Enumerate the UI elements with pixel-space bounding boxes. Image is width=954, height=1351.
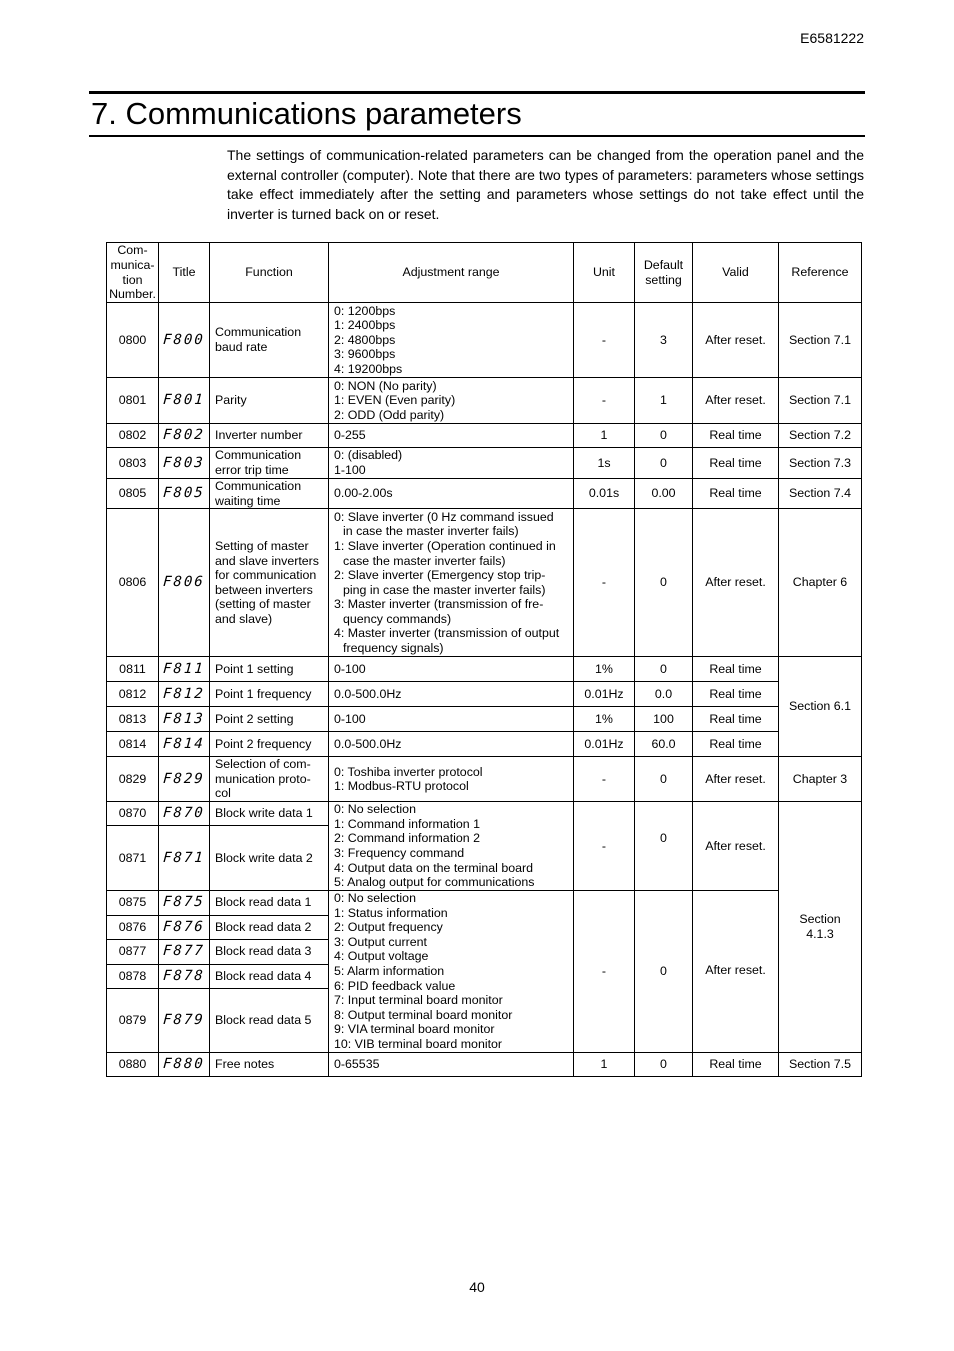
comm-number: 0806 bbox=[107, 509, 159, 657]
function: Setting of master and slave inverters for communication between inverters (setting of master and slave) bbox=[210, 509, 329, 657]
valid: After reset. bbox=[693, 802, 779, 891]
parameter-title: F802 bbox=[159, 424, 210, 448]
default-setting: 0 bbox=[635, 757, 693, 802]
page-title: 7. Communications parameters bbox=[91, 96, 522, 131]
comm-number: 0814 bbox=[107, 732, 159, 757]
default-setting: 0 bbox=[635, 448, 693, 479]
comm-number: 0877 bbox=[107, 939, 159, 964]
parameter-title: F812 bbox=[159, 682, 210, 707]
comm-number: 0871 bbox=[107, 826, 159, 890]
comm-number: 0875 bbox=[107, 890, 159, 915]
parameter-title: F806 bbox=[159, 509, 210, 657]
reference: Section 7.4 bbox=[779, 479, 862, 509]
comm-number: 0802 bbox=[107, 424, 159, 448]
parameter-title: F814 bbox=[159, 732, 210, 757]
header-reference: Reference bbox=[779, 243, 862, 303]
table-row bbox=[107, 378, 862, 424]
unit: 0.01Hz bbox=[574, 732, 635, 757]
table-row bbox=[107, 802, 862, 826]
valid: Real time bbox=[693, 479, 779, 509]
valid: Real time bbox=[693, 682, 779, 707]
function: Point 1 frequency bbox=[210, 682, 329, 707]
unit: 0.01Hz bbox=[574, 682, 635, 707]
parameter-title: F800 bbox=[159, 303, 210, 378]
function: Block read data 5 bbox=[210, 988, 329, 1052]
parameter-title: F876 bbox=[159, 915, 210, 939]
parameter-title: F803 bbox=[159, 448, 210, 479]
comm-number: 0829 bbox=[107, 757, 159, 802]
comm-number: 0870 bbox=[107, 802, 159, 826]
reference: Chapter 6 bbox=[779, 509, 862, 657]
comm-number: 0801 bbox=[107, 378, 159, 424]
function: Communication waiting time bbox=[210, 479, 329, 509]
table-row bbox=[107, 479, 862, 509]
function: Block read data 2 bbox=[210, 915, 329, 939]
default-setting: 0.00 bbox=[635, 479, 693, 509]
adjustment-range: 0: No selection 1: Command information 1 2: Command information 2 3: Frequency command 4: Output data on the terminal board 5: Analog output for communications bbox=[329, 802, 574, 891]
parameter-title: F877 bbox=[159, 939, 210, 964]
reference: Chapter 3 bbox=[779, 757, 862, 802]
default-setting: 0 bbox=[635, 890, 693, 1052]
parameter-title: F878 bbox=[159, 964, 210, 988]
adjustment-range: 0-100 bbox=[329, 707, 574, 732]
function: Block write data 2 bbox=[210, 826, 329, 890]
table-row bbox=[107, 732, 862, 757]
valid: Real time bbox=[693, 707, 779, 732]
header-unit: Unit bbox=[574, 243, 635, 303]
adjustment-range: 0: Toshiba inverter protocol 1: Modbus-RTU protocol bbox=[329, 757, 574, 802]
table-row bbox=[107, 757, 862, 802]
default-setting: 0 bbox=[635, 424, 693, 448]
header-row bbox=[107, 243, 862, 303]
reference: Section 7.1 bbox=[779, 303, 862, 378]
parameter-title: F870 bbox=[159, 802, 210, 826]
function: Communication error trip time bbox=[210, 448, 329, 479]
comm-number: 0878 bbox=[107, 964, 159, 988]
page-number: 40 bbox=[469, 1279, 485, 1295]
header-title: Title bbox=[159, 243, 210, 303]
function: Block write data 1 bbox=[210, 802, 329, 826]
header-function: Function bbox=[210, 243, 329, 303]
adjustment-range: 0: (disabled) 1-100 bbox=[329, 448, 574, 479]
adjustment-range: 0: Slave inverter (0 Hz command issued in case the master inverter fails) 1: Slave inverter (Operation continued in case the master inverter fails) 2: Slave inverter (Emergency stop trip- ping in case the master inverter fails) 3: Master inverter (transmission of fre- quency commands) 4: Master inverter (transmission of output frequency signals) bbox=[329, 509, 574, 657]
table-row bbox=[107, 303, 862, 378]
valid: After reset. bbox=[693, 757, 779, 802]
function: Parity bbox=[210, 378, 329, 424]
valid: Real time bbox=[693, 424, 779, 448]
adjustment-range: 0-255 bbox=[329, 424, 574, 448]
adjustment-range: 0: No selection 1: Status information 2: Output frequency 3: Output current 4: Output voltage 5: Alarm information 6: PID feedback value 7: Input terminal board monitor 8: Output terminal board monitor 9: VIA terminal board monitor 10: VIB terminal board monitor bbox=[329, 890, 574, 1052]
table-row bbox=[107, 424, 862, 448]
parameter-title: F879 bbox=[159, 988, 210, 1052]
comm-number: 0876 bbox=[107, 915, 159, 939]
unit: - bbox=[574, 802, 635, 891]
unit: - bbox=[574, 757, 635, 802]
table-row bbox=[107, 707, 862, 732]
valid: After reset. bbox=[693, 303, 779, 378]
table-row bbox=[107, 890, 862, 915]
function: Inverter number bbox=[210, 424, 329, 448]
header-default-setting: Default setting bbox=[635, 243, 693, 303]
header-adjustment-range: Adjustment range bbox=[329, 243, 574, 303]
table-row bbox=[107, 1052, 862, 1076]
adjustment-range: 0: NON (No parity) 1: EVEN (Even parity) 2: ODD (Odd parity) bbox=[329, 378, 574, 424]
adjustment-range: 0.0-500.0Hz bbox=[329, 682, 574, 707]
function: Block read data 1 bbox=[210, 890, 329, 915]
function: Block read data 3 bbox=[210, 939, 329, 964]
valid: After reset. bbox=[693, 509, 779, 657]
function: Point 1 setting bbox=[210, 657, 329, 682]
parameter-title: F805 bbox=[159, 479, 210, 509]
unit: 1% bbox=[574, 657, 635, 682]
unit: 1s bbox=[574, 448, 635, 479]
adjustment-range: 0.0-500.0Hz bbox=[329, 732, 574, 757]
valid: Real time bbox=[693, 448, 779, 479]
unit: - bbox=[574, 890, 635, 1052]
valid: After reset. bbox=[693, 378, 779, 424]
reference: Section 4.1.3 bbox=[779, 802, 862, 1053]
unit: 1 bbox=[574, 424, 635, 448]
comm-number: 0800 bbox=[107, 303, 159, 378]
default-setting: 0 bbox=[635, 802, 693, 891]
table-row bbox=[107, 509, 862, 657]
unit: 0.01s bbox=[574, 479, 635, 509]
reference: Section 6.1 bbox=[779, 657, 862, 757]
header-valid: Valid bbox=[693, 243, 779, 303]
function: Selection of com-munication proto-col bbox=[210, 757, 329, 802]
adjustment-range: 0-100 bbox=[329, 657, 574, 682]
section-heading-bar bbox=[89, 91, 865, 137]
parameter-title: F871 bbox=[159, 826, 210, 890]
comm-number: 0811 bbox=[107, 657, 159, 682]
default-setting: 100 bbox=[635, 707, 693, 732]
function: Free notes bbox=[210, 1052, 329, 1076]
adjustment-range: 0: 1200bps 1: 2400bps 2: 4800bps 3: 9600bps 4: 19200bps bbox=[329, 303, 574, 378]
comm-number: 0805 bbox=[107, 479, 159, 509]
function: Point 2 frequency bbox=[210, 732, 329, 757]
parameter-title: F880 bbox=[159, 1052, 210, 1076]
comm-number: 0803 bbox=[107, 448, 159, 479]
default-setting: 0 bbox=[635, 657, 693, 682]
document-number: E6581222 bbox=[800, 30, 864, 46]
table-row bbox=[107, 657, 862, 682]
comm-number: 0880 bbox=[107, 1052, 159, 1076]
valid: Real time bbox=[693, 732, 779, 757]
reference: Section 7.1 bbox=[779, 378, 862, 424]
parameter-title: F811 bbox=[159, 657, 210, 682]
valid: Real time bbox=[693, 657, 779, 682]
table-row bbox=[107, 448, 862, 479]
function: Block read data 4 bbox=[210, 964, 329, 988]
unit: 1 bbox=[574, 1052, 635, 1076]
unit: 1% bbox=[574, 707, 635, 732]
unit: - bbox=[574, 303, 635, 378]
unit: - bbox=[574, 509, 635, 657]
default-setting: 0.0 bbox=[635, 682, 693, 707]
reference: Section 7.2 bbox=[779, 424, 862, 448]
comm-number: 0812 bbox=[107, 682, 159, 707]
reference: Section 7.5 bbox=[779, 1052, 862, 1076]
adjustment-range: 0.00-2.00s bbox=[329, 479, 574, 509]
parameter-title: F829 bbox=[159, 757, 210, 802]
parameter-title: F801 bbox=[159, 378, 210, 424]
intro-paragraph: The settings of communication-related parameters can be changed from the operation panel and the external controller (computer). Note that there are two types of parameters: parameters whose settings take effect immediately after the setting and parameters whose settings do not take effect until the inverter is turned back on or reset. bbox=[227, 147, 864, 222]
unit: - bbox=[574, 378, 635, 424]
comm-number: 0879 bbox=[107, 988, 159, 1052]
default-setting: 3 bbox=[635, 303, 693, 378]
function: Communication baud rate bbox=[210, 303, 329, 378]
header-comm-number: Com- munica- tion Number. bbox=[107, 243, 159, 303]
function: Point 2 setting bbox=[210, 707, 329, 732]
parameters-table bbox=[106, 242, 862, 1077]
valid: Real time bbox=[693, 1052, 779, 1076]
adjustment-range: 0-65535 bbox=[329, 1052, 574, 1076]
parameter-title: F875 bbox=[159, 890, 210, 915]
default-setting: 1 bbox=[635, 378, 693, 424]
default-setting: 60.0 bbox=[635, 732, 693, 757]
comm-number: 0813 bbox=[107, 707, 159, 732]
valid: After reset. bbox=[693, 890, 779, 1052]
parameter-title: F813 bbox=[159, 707, 210, 732]
default-setting: 0 bbox=[635, 509, 693, 657]
table-row bbox=[107, 682, 862, 707]
default-setting: 0 bbox=[635, 1052, 693, 1076]
reference: Section 7.3 bbox=[779, 448, 862, 479]
